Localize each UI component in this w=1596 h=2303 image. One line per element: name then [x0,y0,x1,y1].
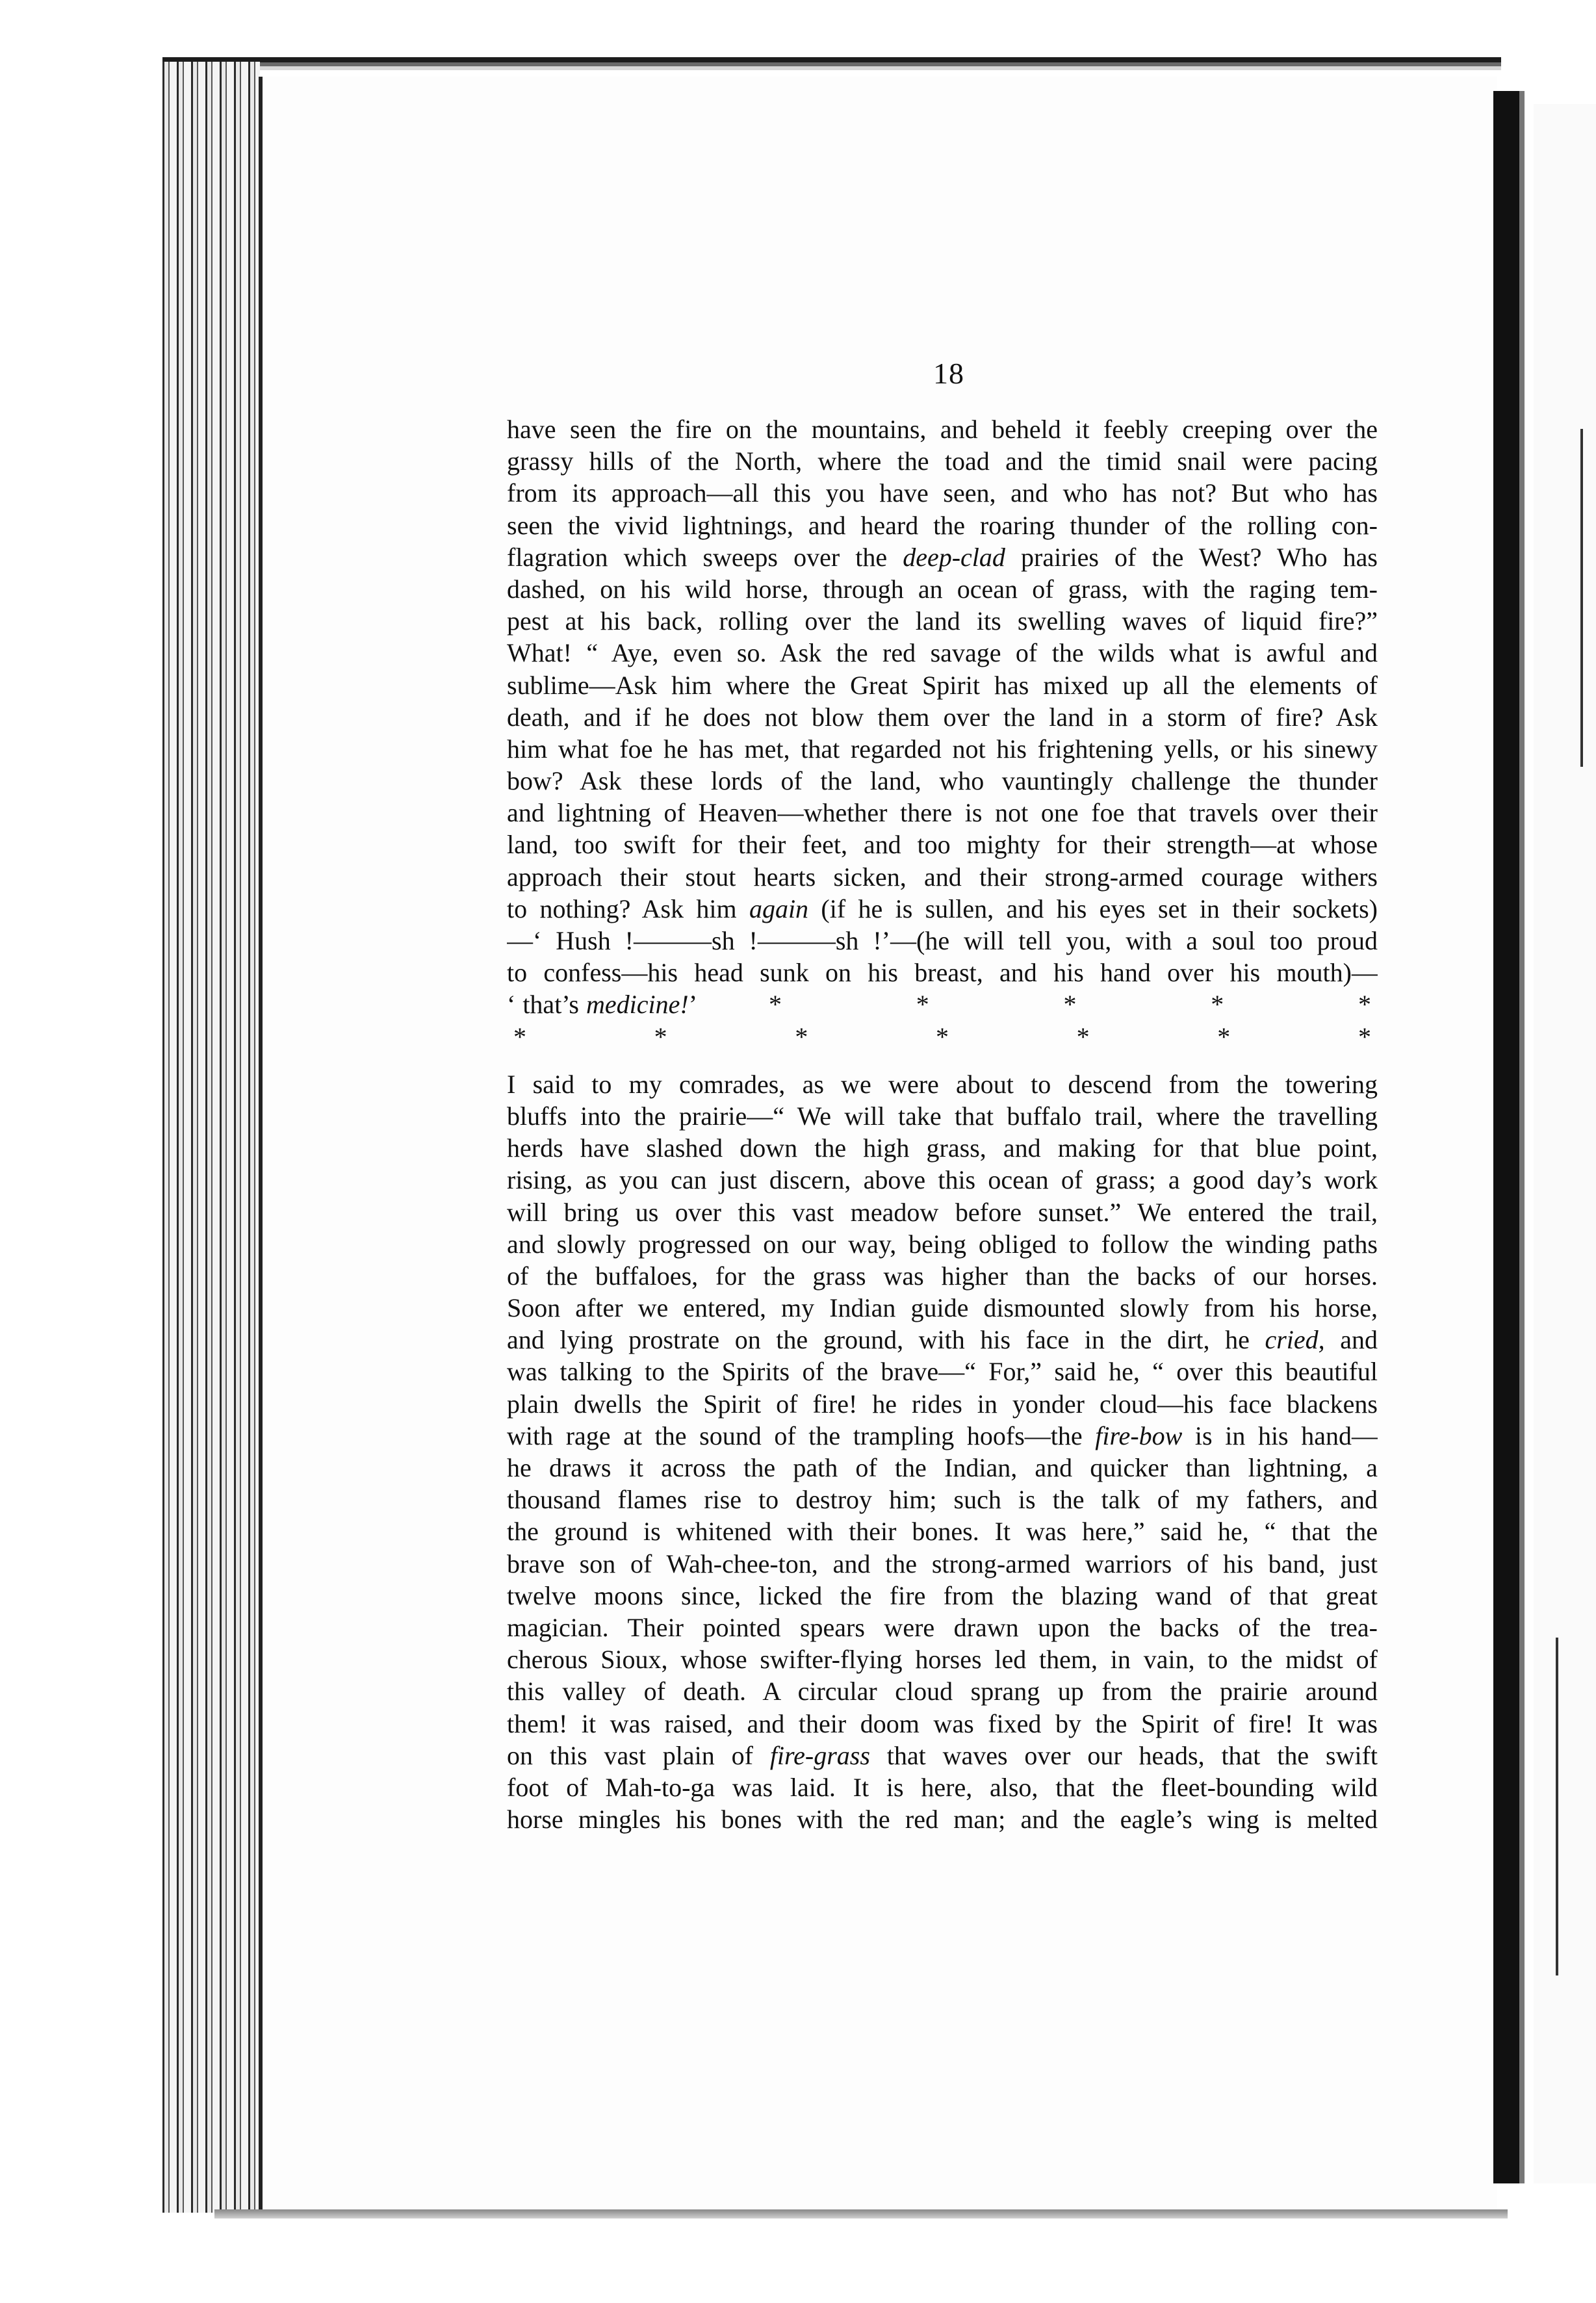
text-line: flagration which sweeps over the deep-clad prairies of the West? Who has [507,542,1378,572]
text-line: dashed, on his wild horse, through an ocean of grass, with the raging tem- [507,574,1378,604]
text-line: bow? Ask these lords of the land, who vauntingly challenge the thunder [507,766,1378,796]
text-line: to confess—his head sunk on his breast, and his hand over his mouth)— [507,958,1378,988]
text-line: will bring us over this vast meadow before sunset.” We entered the trail, [507,1197,1378,1227]
text-line: on this vast plain of fire-grass that waves over our heads, that the swift [507,1740,1378,1770]
text-line: pest at his back, rolling over the land its swelling waves of liquid fire?” [507,606,1378,636]
text-line: and slowly progressed on our way, being obliged to follow the winding paths [507,1229,1378,1259]
star-glyph: * [1358,1022,1371,1051]
text-line: What! “ Aye, even so. Ask the red savage of the wilds what is awful and [507,638,1378,668]
text-line: magician. Their pointed spears were drawn upon the backs of the trea- [507,1612,1378,1642]
text-line: of the buffaloes, for the grass was higher than the backs of our horses. [507,1261,1378,1291]
star-glyph: * [513,1022,526,1051]
text-line: I said to my comrades, as we were about to descend from the towering [507,1069,1378,1099]
star-glyph: * [1211,990,1224,1020]
facing-page-edge [1534,104,1596,2183]
star-glyph: * [769,990,782,1020]
paragraph [507,1068,1378,1836]
star-glyph: * [1217,1022,1231,1051]
text-line: approach their stout hearts sicken, and their strong-armed courage withers [507,862,1378,892]
star-glyph: * [916,990,929,1020]
text-line: brave son of Wah-chee-ton, and the strong-armed warriors of his band, just [507,1549,1378,1578]
text-line: —‘ Hush !———sh !———sh !’—(he will tell you, with a soul too proud [507,926,1378,955]
text-line: thousand flames rise to destroy him; such is the talk of my fathers, and [507,1485,1378,1515]
facing-page-line [1556,1638,1558,1975]
star-glyph: * [1063,990,1077,1020]
star-glyph: * [1076,1022,1090,1051]
text-line: sublime—Ask him where the Great Spirit has mixed up all the elements of [507,670,1378,700]
text-line: herds have slashed down the high grass, and making for that blue point, [507,1133,1378,1163]
text-line: he draws it across the path of the Indian, and quicker than lightning, a [507,1453,1378,1482]
paragraph-gap [507,1053,1378,1068]
text-line: plain dwells the Spirit of fire! he rides in yonder cloud—his face blackens [507,1389,1378,1419]
text-line: rising, as you can just discern, above this ocean of grass; a good day’s work [507,1165,1378,1195]
text-line: foot of Mah-to-ga was laid. It is here, also, that the fleet-bounding wild [507,1772,1378,1802]
paragraph [507,413,1378,1053]
text-line: with rage at the sound of the trampling hoofs—the fire-bow is in his hand— [507,1421,1378,1450]
text-line: was talking to the Spirits of the brave—“ For,” said he, “ over this beautiful [507,1357,1378,1387]
book-gutter [1493,91,1532,2183]
book-page-stack-edge [162,62,260,2213]
text-line: this valley of death. A circular cloud sprang up from the prairie around [507,1677,1378,1706]
text-line: death, and if he does not blow them over the land in a storm of fire? Ask [507,702,1378,732]
book-top-edge [162,57,1501,78]
text-line: and lying prostrate on the ground, with his face in the dirt, he cried, and [507,1325,1378,1355]
text-line: horse mingles his bones with the red man; and the eagle’s wing is melted [507,1805,1378,1834]
text-line: land, too swift for their feet, and too mighty for their strength—at whose [507,830,1378,860]
text-line: and lightning of Heaven—whether there is not one foe that travels over their [507,798,1378,828]
text-line: him what foe he has met, that regarded not his frightening yells, or his sinewy [507,734,1378,764]
star-glyph: * [935,1022,949,1051]
star-glyph: * [654,1022,667,1051]
facing-page-line [1580,429,1583,767]
section-break-stars [507,1021,1378,1053]
text-line: Soon after we entered, my Indian guide dismounted slowly from his horse, [507,1293,1378,1323]
star-glyph: * [795,1022,808,1051]
page-text [507,413,1378,1835]
text-line: them! it was raised, and their doom was fixed by the Spirit of fire! It was [507,1708,1378,1738]
book-bottom-edge [214,2209,1508,2219]
text-line: from its approach—all this you have seen, and who has not? But who has [507,478,1378,508]
text-line: bluffs into the prairie—“ We will take that buffalo trail, where the travelling [507,1101,1378,1131]
text-line: grassy hills of the North, where the toad and the timid snail were pacing [507,446,1378,476]
text-line: to nothing? Ask him again (if he is sullen, and his eyes set in their sockets) [507,894,1378,923]
text-line: the ground is whitened with their bones. It was here,” said he, “ that the [507,1517,1378,1547]
star-glyph: * [1358,990,1371,1020]
page-number: 18 [933,357,964,390]
text-line: twelve moons since, licked the fire from the blazing wand of that great [507,1580,1378,1610]
section-break-stars [762,988,1378,1020]
text-line: ‘ that’s medicine!’ * * * * * [507,988,1378,1020]
text-line: seen the vivid lightnings, and heard the roaring thunder of the rolling con- [507,510,1378,540]
text-line: cherous Sioux, whose swifter-flying horses led them, in vain, to the midst of [507,1645,1378,1675]
text-line: have seen the fire on the mountains, and beheld it feebly creeping over the [507,415,1378,444]
